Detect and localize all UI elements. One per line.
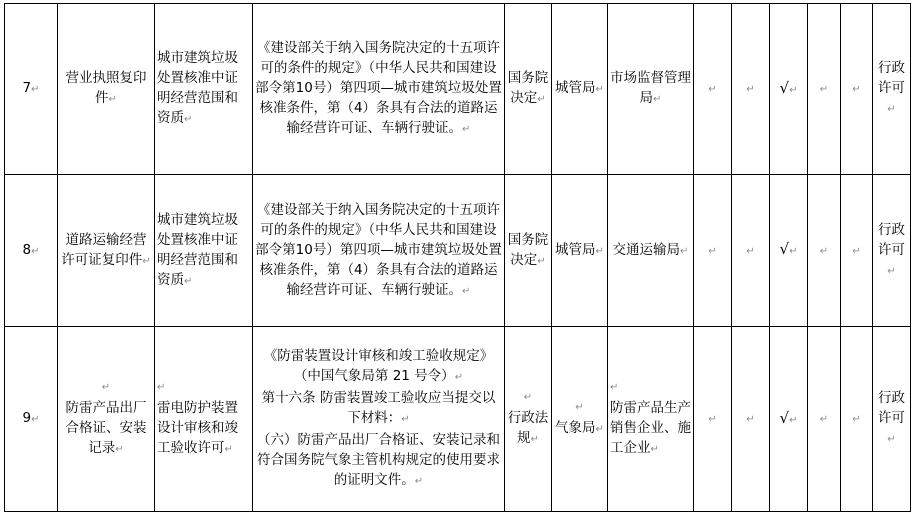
row-number-cell: 7↵ — [5, 4, 58, 175]
empty-cell: ↵ — [841, 4, 873, 175]
row-number-cell: 8↵ — [5, 175, 58, 327]
empty-cell: ↵ — [694, 4, 732, 175]
department-cell: ↵ 气象局↵ — [552, 327, 608, 512]
empty-cell: ↵ — [694, 327, 732, 512]
legal-basis-cell: 《建设部关于纳入国务院决定的十五项许可的条件的规定》（中华人民共和国建设部令第10号）第四项—城市建筑垃圾处置核准条件，第（4）条具有合法的道路运输经营许可证、车辆行驶证。↵ — [253, 175, 505, 327]
material-name-cell: 营业执照复印件↵ — [58, 4, 155, 175]
empty-cell: ↵ — [732, 327, 770, 512]
application-scope-cell: 城市建筑垃圾处置核准中证明经营范围和资质↵ — [155, 4, 253, 175]
check-mark-cell: √↵ — [770, 175, 808, 327]
issuing-authority-cell: ↵ 防雷产品生产销售企业、施工企业↵ — [608, 327, 694, 512]
empty-cell: ↵ — [694, 175, 732, 327]
material-name-cell: 道路运输经营许可证复印件↵ — [58, 175, 155, 327]
empty-cell: ↵ — [808, 327, 841, 512]
row-number-cell: 9↵ — [5, 327, 58, 512]
table-row — [5, 175, 911, 327]
department-cell: 城管局↵ — [552, 4, 608, 175]
empty-cell: ↵ — [732, 4, 770, 175]
department-cell: 城管局↵ — [552, 175, 608, 327]
issuing-authority-cell: 交通运输局↵ — [608, 175, 694, 327]
issuing-authority-cell: 市场监督管理局↵ — [608, 4, 694, 175]
permit-type-cell: 行政许可↵ — [873, 327, 911, 512]
check-mark-cell: √↵ — [770, 4, 808, 175]
empty-cell: ↵ — [808, 175, 841, 327]
permit-type-cell: 行政许可↵ — [873, 4, 911, 175]
basis-type-cell: 国务院决定↵ — [505, 4, 552, 175]
application-scope-cell: ↵ 雷电防护装置设计审核和竣工验收许可↵ — [155, 327, 253, 512]
basis-type-cell: ↵ 行政法规↵ — [505, 327, 552, 512]
legal-basis-cell: 《防雷装置设计审核和竣工验收规定》（中国气象局第 21 号令）↵ 第十六条 防雷装置竣工验收应当提交以下材料：↵ （六）防雷产品出厂合格证、安装记录和符合国务院气象主管机构规定的使用要求的证明文件。↵ — [253, 327, 505, 512]
table-row — [5, 327, 911, 512]
check-mark-cell: √↵ — [770, 327, 808, 512]
application-scope-cell: 城市建筑垃圾处置核准中证明经营范围和资质↵ — [155, 175, 253, 327]
permit-type-cell: 行政许可↵ — [873, 175, 911, 327]
table-row — [5, 4, 911, 175]
empty-cell: ↵ — [841, 175, 873, 327]
empty-cell: ↵ — [732, 175, 770, 327]
basis-type-cell: 国务院决定↵ — [505, 175, 552, 327]
empty-cell: ↵ — [808, 4, 841, 175]
approval-materials-table — [4, 3, 911, 512]
legal-basis-cell: 《建设部关于纳入国务院决定的十五项许可的条件的规定》（中华人民共和国建设部令第10号）第四项—城市建筑垃圾处置核准条件，第（4）条具有合法的道路运输经营许可证、车辆行驶证。↵ — [253, 4, 505, 175]
empty-cell: ↵ — [841, 327, 873, 512]
material-name-cell: ↵ 防雷产品出厂合格证、安装记录↵ — [58, 327, 155, 512]
